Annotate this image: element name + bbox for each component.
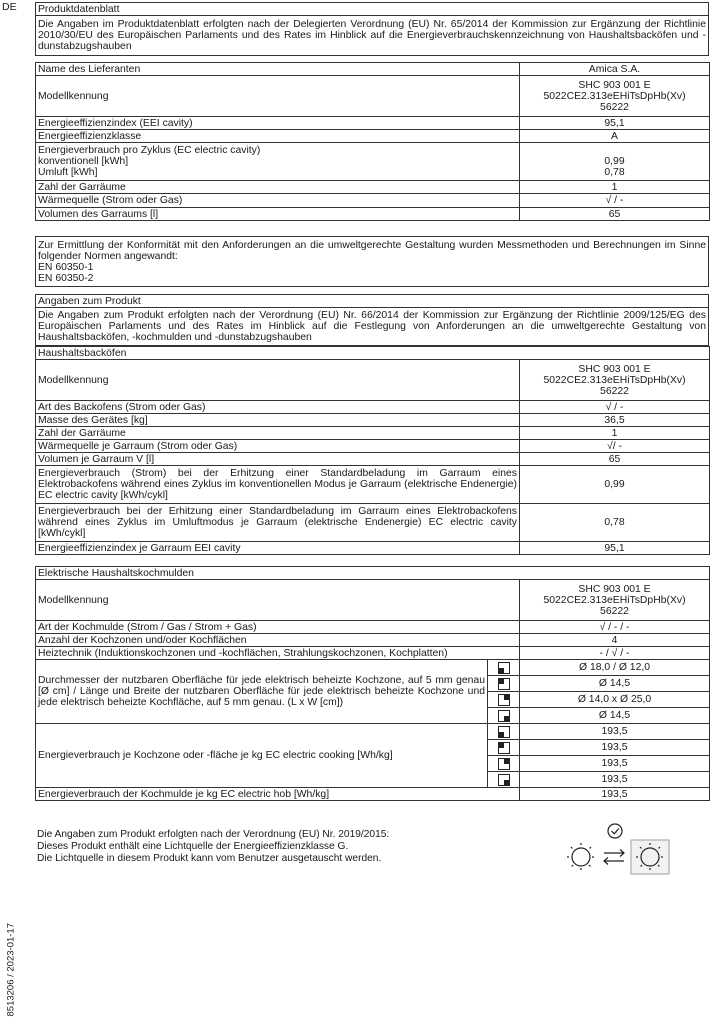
ovens-model-line-3: 56222 — [600, 385, 629, 397]
hob-type-value: √ / - / - — [520, 621, 710, 634]
oven-eei-label: Energieeffizienzindex je Garraum EEI cavity — [36, 542, 520, 555]
volume-label: Volumen des Garraums [l] — [36, 208, 520, 221]
conformity-statement: Zur Ermittlung der Konformität mit den Anforderungen an die umweltgerechte Gestaltung wurden Messmethoden und Berechnungen im Sinne folgender Normen angewandt: — [38, 239, 706, 262]
zone-rear-left-icon — [498, 678, 510, 690]
hob-diameter-value: Ø 14,5 — [520, 676, 710, 692]
hobs-model-line-2: 5022CE2.313eEHiTsDpHb(Xv) — [543, 594, 686, 606]
eei-value: 95,1 — [520, 117, 710, 130]
oven-type-label: Art des Backofens (Strom oder Gas) — [36, 401, 520, 414]
zone-front-left-icon — [498, 726, 510, 738]
oven-cavities-value: 1 — [520, 427, 710, 440]
oven-ec-fan-label: Energieverbrauch bei der Erhitzung einer Standardbeladung im Garraum eines Elektrobackofens während eines Zyklus im Umluftmodus je Garraum (elektrische Endenergie) EC electric cavity [kWh/cykl] — [36, 504, 520, 542]
footer-line-2: Dieses Produkt enthält eine Lichtquelle der Energieeffizienzklasse G. — [37, 841, 349, 852]
zone-rear-right-cell — [488, 756, 520, 772]
consumption-conv-value: 0,99 — [604, 156, 625, 167]
ovens-model-value — [520, 360, 710, 401]
model-line-3: 56222 — [600, 101, 629, 113]
hob-tech-value: - / √ / - — [520, 647, 710, 660]
zone-front-left-cell — [488, 724, 520, 740]
product-sheet-table — [35, 62, 710, 221]
hob-ec-total-label: Energieverbrauch der Kochmulde je kg EC electric hob [Wh/kg] — [36, 788, 520, 801]
hobs-model-line-3: 56222 — [600, 605, 629, 617]
footer-line-1: Die Angaben zum Produkt erfolgten nach der Verordnung (EU) Nr. 2019/2015: — [37, 829, 390, 840]
zone-rear-left-cell — [488, 676, 520, 692]
model-line-2: 5022CE2.313eEHiTsDpHb(Xv) — [543, 90, 686, 102]
sheet-title: Produktdatenblatt — [36, 3, 709, 16]
product-info-text: Die Angaben zum Produkt erfolgten nach der Verordnung (EU) Nr. 66/2014 der Kommission zur Ergänzung der Richtlinie 2009/125/EG des Europäischen Parlaments und des Rates im Hinblick auf die Festlegung von Anforderungen an die umweltgerechte Gestaltung von Haushaltsbacköfen, -kochmulden und -dunstabzugshauben — [36, 308, 709, 346]
replaceable-light-source-icon — [566, 822, 672, 876]
ovens-table — [35, 346, 710, 555]
light-bulb-right-icon — [631, 840, 669, 874]
hobs-model-value — [520, 580, 710, 621]
hob-diameter-value: Ø 14,0 x Ø 25,0 — [520, 692, 710, 708]
norm-2: EN 60350-2 — [38, 272, 94, 284]
oven-heat-value: √/ - — [520, 440, 710, 453]
zone-front-left-icon — [498, 662, 510, 674]
exchange-arrows-icon — [604, 850, 624, 865]
supplier-value: Amica S.A. — [520, 63, 710, 76]
hobs-title: Elektrische Haushaltskochmulden — [36, 567, 710, 580]
oven-heat-label: Wärmequelle je Garraum (Strom oder Gas) — [36, 440, 520, 453]
oven-eei-value: 95,1 — [520, 542, 710, 555]
hob-tech-label: Heiztechnik (Induktionskochzonen und -kochflächen, Strahlungskochzonen, Kochplatten) — [36, 647, 520, 660]
zone-rear-left-icon — [498, 742, 510, 754]
check-circle-icon — [608, 824, 622, 838]
supplier-label: Name des Lieferanten — [36, 63, 520, 76]
oven-ec-fan-value: 0,78 — [520, 504, 710, 542]
hob-ec-total-value: 193,5 — [520, 788, 710, 801]
consumption-title: Energieverbrauch pro Zyklus (EC electric cavity) — [38, 145, 261, 156]
ovens-model-label: Modellkennung — [36, 360, 520, 401]
oven-volume-value: 65 — [520, 453, 710, 466]
zone-front-right-icon — [498, 774, 510, 786]
hob-ec-zone-label: Energieverbrauch je Kochzone oder -fläche je kg EC electric cooking [Wh/kg] — [36, 724, 488, 788]
oven-mass-label: Masse des Gerätes [kg] — [36, 414, 520, 427]
hob-ec-zone-value: 193,5 — [520, 724, 710, 740]
hob-type-label: Art der Kochmulde (Strom / Gas / Strom + Gas) — [36, 621, 520, 634]
consumption-label — [36, 143, 520, 181]
model-value — [520, 76, 710, 117]
hob-diameter-value: Ø 18,0 / Ø 12,0 — [520, 660, 710, 676]
conformity-box — [35, 236, 709, 287]
oven-type-value: √ / - — [520, 401, 710, 414]
zone-front-right-icon — [498, 710, 510, 722]
model-line-1: SHC 903 001 E — [578, 79, 651, 91]
zone-front-right-cell — [488, 708, 520, 724]
hobs-model-line-1: SHC 903 001 E — [578, 583, 651, 595]
model-label: Modellkennung — [36, 76, 520, 117]
heat-source-value: √ / - — [520, 194, 710, 208]
oven-mass-value: 36,5 — [520, 414, 710, 427]
conformity-text — [36, 237, 709, 287]
hob-ec-zone-value: 193,5 — [520, 772, 710, 788]
cavity-count-value: 1 — [520, 181, 710, 194]
consumption-conv-label: konventionell [kWh] — [38, 156, 129, 167]
zone-front-left-cell — [488, 660, 520, 676]
ovens-title: Haushaltsbacköfen — [36, 347, 710, 360]
light-bulb-left-icon — [567, 843, 595, 871]
product-info-box — [35, 294, 709, 346]
consumption-values — [520, 143, 710, 181]
ovens-model-line-1: SHC 903 001 E — [578, 363, 651, 375]
footer-line-3: Die Lichtquelle in diesem Produkt kann vom Benutzer ausgetauscht werden. — [37, 853, 382, 864]
energy-class-value: A — [520, 130, 710, 143]
volume-value: 65 — [520, 208, 710, 221]
sheet-intro: Die Angaben im Produktdatenblatt erfolgten nach der Delegierten Verordnung (EU) Nr. 65/2014 der Kommission zur Ergänzung der Richtlinie 2010/30/EU des Europäischen Parlaments und des Rates im Hinblick auf die Energieverbrauchskennzeichnung von Haushaltsbacköfen und - dunstabzugshauben — [36, 16, 709, 56]
cavity-count-label: Zahl der Garräume — [36, 181, 520, 194]
zone-rear-right-icon — [498, 758, 510, 770]
hob-ec-zone-value: 193,5 — [520, 756, 710, 772]
oven-volume-label: Volumen je Garraum V [l] — [36, 453, 520, 466]
consumption-fan-value: 0,78 — [604, 167, 625, 178]
product-sheet-header — [35, 2, 709, 56]
hob-zones-label: Anzahl der Kochzonen und/oder Kochflächen — [36, 634, 520, 647]
zone-rear-right-icon — [498, 694, 510, 706]
product-info-title: Angaben zum Produkt — [36, 295, 709, 308]
zone-rear-right-cell — [488, 692, 520, 708]
norm-1: EN 60350-1 — [38, 261, 94, 273]
hob-diameter-label: Durchmesser der nutzbaren Oberfläche für jede elektrisch beheizte Kochzone, auf 5 mm genau [Ø cm] / Länge und Breite der nutzbaren Oberfläche für jede elektrisch beheizte Kochzone und jede elektrisch beheizte Kochfläche, auf 5 mm genau. (L x W [cm]) — [36, 660, 488, 724]
document-code: 8513206 / 2023-01-17 — [5, 923, 17, 1017]
oven-ec-conv-label: Energieverbrauch (Strom) bei der Erhitzung einer Standardbeladung im Garraum eines Elektrobackofens während eines Zyklus im konventionellen Modus je Garraum (elektrische Endenergie) EC electric cavity [kWh/cykl] — [36, 466, 520, 504]
hob-diameter-value: Ø 14,5 — [520, 708, 710, 724]
consumption-fan-label: Umluft [kWh] — [38, 167, 98, 178]
light-source-info — [37, 829, 467, 865]
zone-front-right-cell — [488, 772, 520, 788]
heat-source-label: Wärmequelle (Strom oder Gas) — [36, 194, 520, 208]
oven-ec-conv-value: 0,99 — [520, 466, 710, 504]
energy-class-label: Energieeffizienzklasse — [36, 130, 520, 143]
hobs-model-label: Modellkennung — [36, 580, 520, 621]
hobs-table — [35, 566, 710, 801]
zone-rear-left-cell — [488, 740, 520, 756]
oven-cavities-label: Zahl der Garräume — [36, 427, 520, 440]
eei-label: Energieeffizienzindex (EEI cavity) — [36, 117, 520, 130]
hob-zones-value: 4 — [520, 634, 710, 647]
language-code: DE — [2, 1, 17, 13]
hob-ec-zone-value: 193,5 — [520, 740, 710, 756]
ovens-model-line-2: 5022CE2.313eEHiTsDpHb(Xv) — [543, 374, 686, 386]
